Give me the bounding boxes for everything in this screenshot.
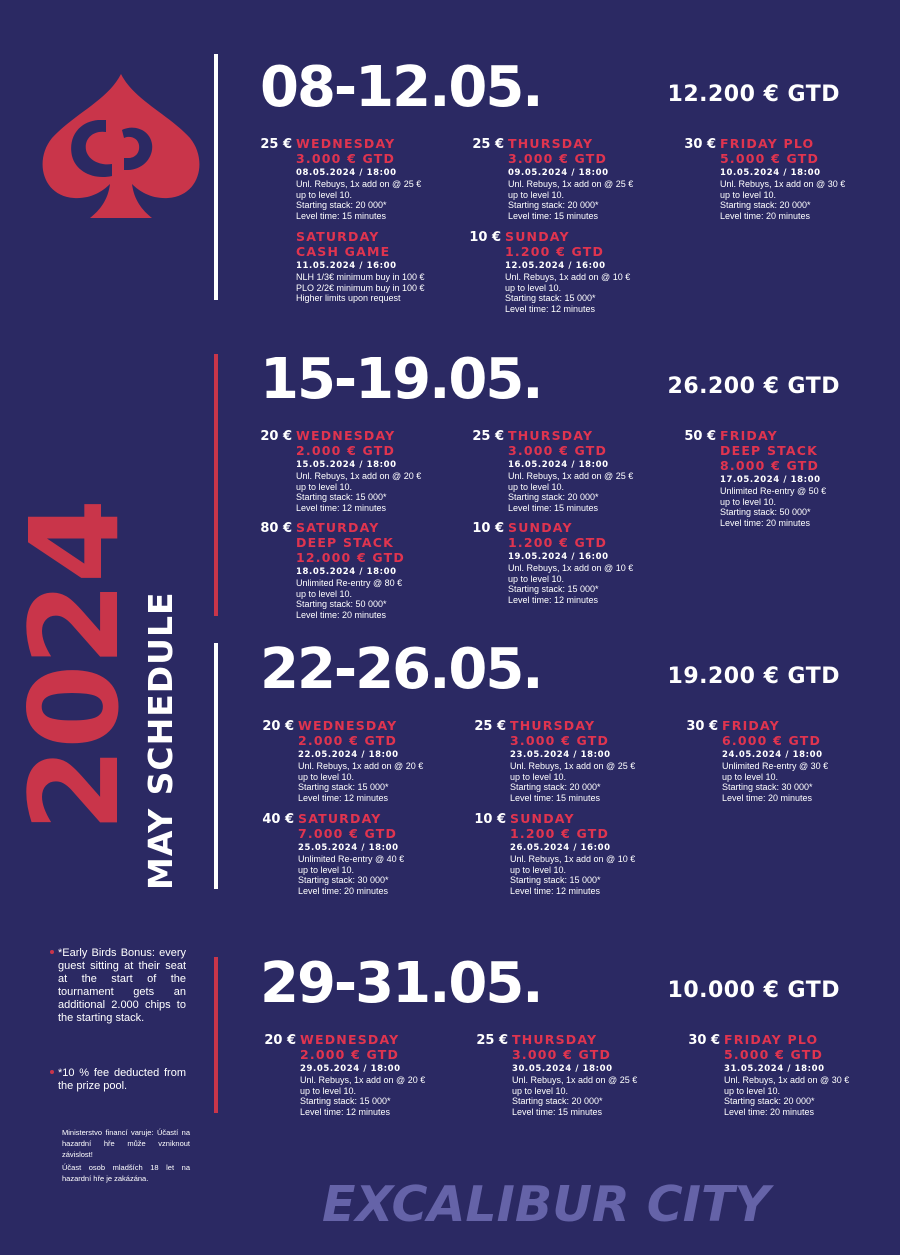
event-info-line: up to level 10.	[720, 496, 777, 507]
buy-in-price: 30 €	[686, 719, 718, 734]
divider-bar	[214, 354, 218, 616]
event-title-line: WEDNESDAY	[298, 718, 398, 733]
week-dates: 08-12.05.	[260, 55, 542, 120]
event-title-line: 5.000 € GTD	[720, 151, 820, 166]
event-info-line: Level time: 20 minutes	[720, 517, 811, 528]
event-title-line: 5.000 € GTD	[724, 1047, 824, 1062]
event-datetime: 12.05.2024 / 16:00	[505, 261, 606, 271]
buy-in-price: 20 €	[260, 429, 292, 444]
buy-in-price: 10 €	[472, 521, 504, 536]
event-info-line: Level time: 15 minutes	[512, 1106, 603, 1117]
event-info-line: Level time: 20 minutes	[296, 609, 387, 620]
event-title-line: CASH GAME	[296, 244, 391, 259]
event-datetime: 30.05.2024 / 18:00	[512, 1064, 613, 1074]
event-datetime: 11.05.2024 / 16:00	[296, 261, 397, 271]
event-info-line: Starting stack: 30 000*	[722, 782, 813, 792]
divider-bar	[214, 643, 218, 889]
buy-in-price: 30 €	[688, 1033, 720, 1048]
event-info-line: Unl. Rebuys, 1x add on @ 10 €	[510, 854, 636, 864]
event-info-line: PLO 2/2€ minimum buy in 100 €	[296, 282, 425, 293]
event-info-line: up to level 10.	[296, 189, 353, 200]
event-title-line: SATURDAY	[296, 520, 380, 535]
event-info-line: Starting stack: 20 000*	[508, 492, 599, 502]
event-title-line: WEDNESDAY	[296, 136, 396, 151]
event-title-line: THURSDAY	[512, 1032, 598, 1047]
event-datetime: 31.05.2024 / 18:00	[724, 1064, 825, 1074]
event-datetime: 24.05.2024 / 18:00	[722, 750, 823, 760]
event-card	[474, 811, 715, 896]
event-info-line: Level time: 12 minutes	[510, 885, 601, 896]
event-info-line: up to level 10.	[508, 573, 565, 584]
event-card	[686, 718, 900, 803]
event-datetime: 16.05.2024 / 18:00	[508, 460, 609, 470]
event-info-line: Level time: 15 minutes	[508, 502, 599, 513]
week-header	[240, 348, 880, 428]
event-title-line: 3.000 € GTD	[510, 733, 610, 748]
event-info-line: Unl. Rebuys, 1x add on @ 25 €	[508, 179, 634, 189]
brand-name: EXCALIBUR CITY	[322, 1176, 770, 1233]
year-vertical: 2024	[4, 500, 146, 832]
event-datetime: 08.05.2024 / 18:00	[296, 168, 397, 178]
event-info-line: Starting stack: 50 000*	[296, 599, 387, 609]
event-card	[469, 229, 710, 314]
event-info-line: Unl. Rebuys, 1x add on @ 25 €	[512, 1075, 638, 1085]
week-dates: 29-31.05.	[260, 951, 542, 1016]
week-gtd: 10.000 € GTD	[667, 978, 840, 1003]
event-info-line: Unl. Rebuys, 1x add on @ 20 €	[296, 471, 422, 481]
bullet-icon	[50, 1070, 54, 1074]
buy-in-price: 30 €	[684, 137, 716, 152]
schedule-title-vertical: MAY SCHEDULE	[141, 591, 180, 890]
event-info-line: Level time: 15 minutes	[296, 210, 387, 221]
event-info-line: Unl. Rebuys, 1x add on @ 25 €	[508, 471, 634, 481]
event-info-line: up to level 10.	[296, 588, 353, 599]
event-info-line: Level time: 20 minutes	[724, 1106, 815, 1117]
event-card	[472, 520, 713, 605]
week-dates: 15-19.05.	[260, 347, 542, 412]
event-title-line: FRIDAY PLO	[724, 1032, 819, 1047]
event-info-line: Starting stack: 30 000*	[298, 875, 389, 885]
week-header	[240, 638, 880, 718]
event-datetime: 09.05.2024 / 18:00	[508, 168, 609, 178]
event-info-line: up to level 10.	[296, 481, 353, 492]
event-info-line: Level time: 12 minutes	[298, 792, 389, 803]
buy-in-price: 10 €	[469, 230, 501, 245]
event-info-line: Unl. Rebuys, 1x add on @ 10 €	[505, 272, 631, 282]
week-gtd: 26.200 € GTD	[667, 374, 840, 399]
event-title-line: 1.200 € GTD	[505, 244, 605, 259]
event-info-line: Level time: 12 minutes	[505, 303, 596, 314]
event-card	[684, 136, 900, 221]
divider-bar	[214, 957, 218, 1113]
event-datetime: 26.05.2024 / 16:00	[510, 843, 611, 853]
spade-logo-icon	[38, 72, 204, 224]
event-info-line: Level time: 15 minutes	[508, 210, 599, 221]
event-info-line: up to level 10.	[512, 1085, 569, 1096]
event-info-line: Starting stack: 50 000*	[720, 507, 811, 517]
event-info-line: Starting stack: 15 000*	[300, 1096, 391, 1106]
event-info-line: Starting stack: 20 000*	[510, 782, 601, 792]
event-info-line: Level time: 12 minutes	[296, 502, 387, 513]
event-datetime: 19.05.2024 / 16:00	[508, 552, 609, 562]
week-dates: 22-26.05.	[260, 637, 542, 702]
event-info-line: Unl. Rebuys, 1x add on @ 25 €	[510, 761, 636, 771]
event-title-line: THURSDAY	[510, 718, 596, 733]
event-card	[684, 428, 900, 528]
event-datetime: 25.05.2024 / 18:00	[298, 843, 399, 853]
event-info-line: Level time: 20 minutes	[298, 885, 389, 896]
event-title-line: FRIDAY PLO	[720, 136, 815, 151]
buy-in-price: 50 €	[684, 429, 716, 444]
event-info-line: up to level 10.	[722, 771, 779, 782]
event-info-line: Level time: 15 minutes	[510, 792, 601, 803]
event-title-line: WEDNESDAY	[296, 428, 396, 443]
event-info-line: up to level 10.	[505, 282, 562, 293]
event-info-line: Level time: 20 minutes	[722, 792, 813, 803]
event-datetime: 22.05.2024 / 18:00	[298, 750, 399, 760]
event-info-line: Starting stack: 15 000*	[298, 782, 389, 792]
event-datetime: 29.05.2024 / 18:00	[300, 1064, 401, 1074]
event-title-line: 6.000 € GTD	[722, 733, 822, 748]
week-gtd: 12.200 € GTD	[667, 82, 840, 107]
event-title-line: DEEP STACK	[720, 443, 819, 458]
buy-in-price: 25 €	[474, 719, 506, 734]
gambling-warning: Ministerstvo financí varuje: Účastí na hazardní hře může vzniknout závislost!	[62, 1128, 190, 1159]
event-title-line: WEDNESDAY	[300, 1032, 400, 1047]
age-warning: Účast osob mladších 18 let na hazardní hře je zakázána.	[62, 1163, 190, 1183]
buy-in-price: 20 €	[264, 1033, 296, 1048]
event-info-line: Unlimited Re-entry @ 30 €	[722, 761, 829, 771]
buy-in-price: 25 €	[260, 137, 292, 152]
week-block	[240, 951, 880, 1117]
week-gtd: 19.200 € GTD	[667, 664, 840, 689]
event-title-line: DEEP STACK	[296, 535, 395, 550]
event-title-line: FRIDAY	[720, 428, 778, 443]
event-info-line: up to level 10.	[298, 771, 355, 782]
event-info-line: Starting stack: 15 000*	[505, 293, 596, 303]
event-info-line: up to level 10.	[510, 864, 567, 875]
event-title-line: 2.000 € GTD	[298, 733, 398, 748]
buy-in-price: 80 €	[260, 521, 292, 536]
buy-in-price: 25 €	[472, 137, 504, 152]
event-info-line: Starting stack: 20 000*	[296, 200, 387, 210]
event-title-line: SATURDAY	[296, 229, 380, 244]
buy-in-price: 25 €	[476, 1033, 508, 1048]
week-block	[240, 55, 880, 314]
week-header	[240, 952, 880, 1032]
event-title-line: 12.000 € GTD	[296, 550, 405, 565]
event-info-line: up to level 10.	[720, 189, 777, 200]
event-info-line: Unl. Rebuys, 1x add on @ 20 €	[300, 1075, 426, 1085]
event-info-line: NLH 1/3€ minimum buy in 100 €	[296, 272, 425, 282]
event-title-line: THURSDAY	[508, 428, 594, 443]
event-info-line: Starting stack: 15 000*	[296, 492, 387, 502]
week-header	[240, 56, 880, 136]
event-title-line: 3.000 € GTD	[508, 151, 608, 166]
event-info-line: Unl. Rebuys, 1x add on @ 30 €	[720, 179, 846, 189]
buy-in-price: 40 €	[262, 812, 294, 827]
event-card	[688, 1032, 900, 1117]
divider-bar	[214, 54, 218, 300]
event-title-line: 8.000 € GTD	[720, 458, 820, 473]
event-info-line: Starting stack: 20 000*	[512, 1096, 603, 1106]
event-info-line: up to level 10.	[508, 189, 565, 200]
event-info-line: Unl. Rebuys, 1x add on @ 30 €	[724, 1075, 850, 1085]
event-datetime: 17.05.2024 / 18:00	[720, 475, 821, 485]
bullet-icon	[50, 950, 54, 954]
event-title-line: FRIDAY	[722, 718, 780, 733]
event-info-line: Starting stack: 15 000*	[508, 584, 599, 594]
event-info-line: Unl. Rebuys, 1x add on @ 25 €	[296, 179, 422, 189]
event-title-line: 1.200 € GTD	[510, 826, 610, 841]
event-info-line: Starting stack: 20 000*	[724, 1096, 815, 1106]
week-block	[240, 637, 880, 896]
event-title-line: 3.000 € GTD	[512, 1047, 612, 1062]
event-info-line: Unl. Rebuys, 1x add on @ 10 €	[508, 563, 634, 573]
event-title-line: THURSDAY	[508, 136, 594, 151]
event-info-line: Unlimited Re-entry @ 40 €	[298, 854, 405, 864]
buy-in-price: 10 €	[474, 812, 506, 827]
event-title-line: SATURDAY	[298, 811, 382, 826]
event-title-line: 1.200 € GTD	[508, 535, 608, 550]
event-title-line: SUNDAY	[505, 229, 570, 244]
event-info-line: Level time: 20 minutes	[720, 210, 811, 221]
event-title-line: 3.000 € GTD	[508, 443, 608, 458]
event-title-line: 2.000 € GTD	[300, 1047, 400, 1062]
event-info-line: Level time: 12 minutes	[508, 594, 599, 605]
event-title-line: SUNDAY	[508, 520, 573, 535]
event-info-line: Unlimited Re-entry @ 80 €	[296, 578, 403, 588]
event-info-line: up to level 10.	[724, 1085, 781, 1096]
fee-note: *10 % fee deducted from the prize pool.	[58, 1067, 186, 1093]
event-info-line: up to level 10.	[298, 864, 355, 875]
event-info-line: Level time: 12 minutes	[300, 1106, 391, 1117]
event-info-line: Starting stack: 20 000*	[720, 200, 811, 210]
event-datetime: 15.05.2024 / 18:00	[296, 460, 397, 470]
early-birds-note: *Early Birds Bonus: every guest sitting at their seat at the start of the tournament gets an additional 2.000 chips to the starting stack.	[58, 947, 186, 1025]
event-info-line: Unl. Rebuys, 1x add on @ 20 €	[298, 761, 424, 771]
event-info-line: Higher limits upon request	[296, 293, 401, 303]
event-info-line: Starting stack: 15 000*	[510, 875, 601, 885]
event-info-line: up to level 10.	[510, 771, 567, 782]
week-block	[240, 347, 880, 620]
event-info-line: up to level 10.	[300, 1085, 357, 1096]
event-datetime: 10.05.2024 / 18:00	[720, 168, 821, 178]
buy-in-price: 20 €	[262, 719, 294, 734]
event-datetime: 18.05.2024 / 18:00	[296, 567, 397, 577]
event-title-line: 7.000 € GTD	[298, 826, 398, 841]
event-title-line: 3.000 € GTD	[296, 151, 396, 166]
event-title-line: SUNDAY	[510, 811, 575, 826]
event-datetime: 23.05.2024 / 18:00	[510, 750, 611, 760]
event-info-line: Starting stack: 20 000*	[508, 200, 599, 210]
event-info-line: Unlimited Re-entry @ 50 €	[720, 486, 827, 496]
event-info-line: up to level 10.	[508, 481, 565, 492]
event-title-line: 2.000 € GTD	[296, 443, 396, 458]
buy-in-price: 25 €	[472, 429, 504, 444]
